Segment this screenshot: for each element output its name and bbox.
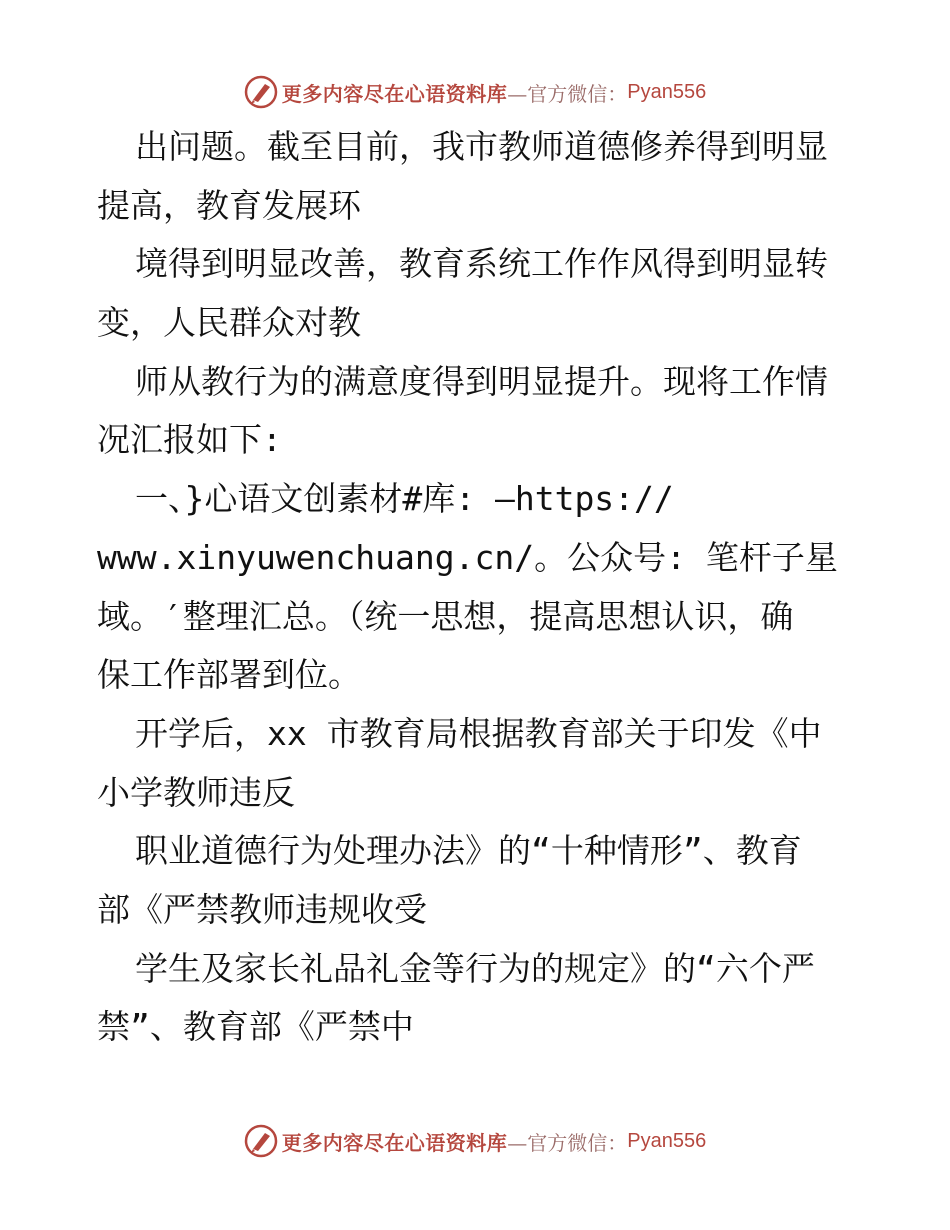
text-line: 保工作部署到位。 <box>97 655 361 695</box>
text-line: 小学教师违反 <box>97 772 295 812</box>
header-banner <box>0 72 950 112</box>
text-line: 提高，教育发展环 <box>97 185 361 225</box>
text-line: 职业道德行为处理办法》的“十种情形”、教育 <box>135 831 802 871</box>
text-line: 变，人民群众对教 <box>97 303 361 343</box>
text-line: 一、}心语文创素材#库: —https:// <box>135 479 674 519</box>
document-body <box>97 118 857 1057</box>
text-line: 境得到明显改善，教育系统工作作风得到明显转 <box>135 244 828 284</box>
pen-nib-logo-icon <box>244 75 278 109</box>
header-main-text: 更多内容尽在心语资料库 <box>281 81 508 106</box>
pen-nib-logo-icon <box>244 1124 278 1158</box>
text-line: 出问题。截至目前，我市教师道德修养得到明显 <box>135 127 828 166</box>
footer-main-text: 更多内容尽在心语资料库 <box>281 1130 508 1155</box>
text-line: 况汇报如下: <box>97 420 282 460</box>
header-wechat-id: Pyan556 <box>627 80 707 103</box>
text-line: 域。′整理汇总。（统一思想，提高思想认识，确 <box>97 596 794 636</box>
header-separator-text: —官方微信： <box>507 81 628 106</box>
footer-separator-text: —官方微信： <box>507 1130 628 1155</box>
footer-banner <box>0 1121 950 1161</box>
text-line: 学生及家长礼品礼金等行为的规定》的“六个严 <box>135 948 815 988</box>
text-line: 部《严禁教师违规收受 <box>97 889 427 929</box>
text-line: 禁”、教育部《严禁中 <box>97 1007 414 1047</box>
text-line: www.xinyuwenchuang.cn/。公众号: 笔杆子星 <box>97 537 838 577</box>
text-line: 师从教行为的满意度得到明显提升。现将工作情 <box>135 361 828 401</box>
text-line: 开学后，xx 市教育局根据教育部关于印发《中 <box>135 713 822 753</box>
footer-wechat-id: Pyan556 <box>627 1129 707 1152</box>
